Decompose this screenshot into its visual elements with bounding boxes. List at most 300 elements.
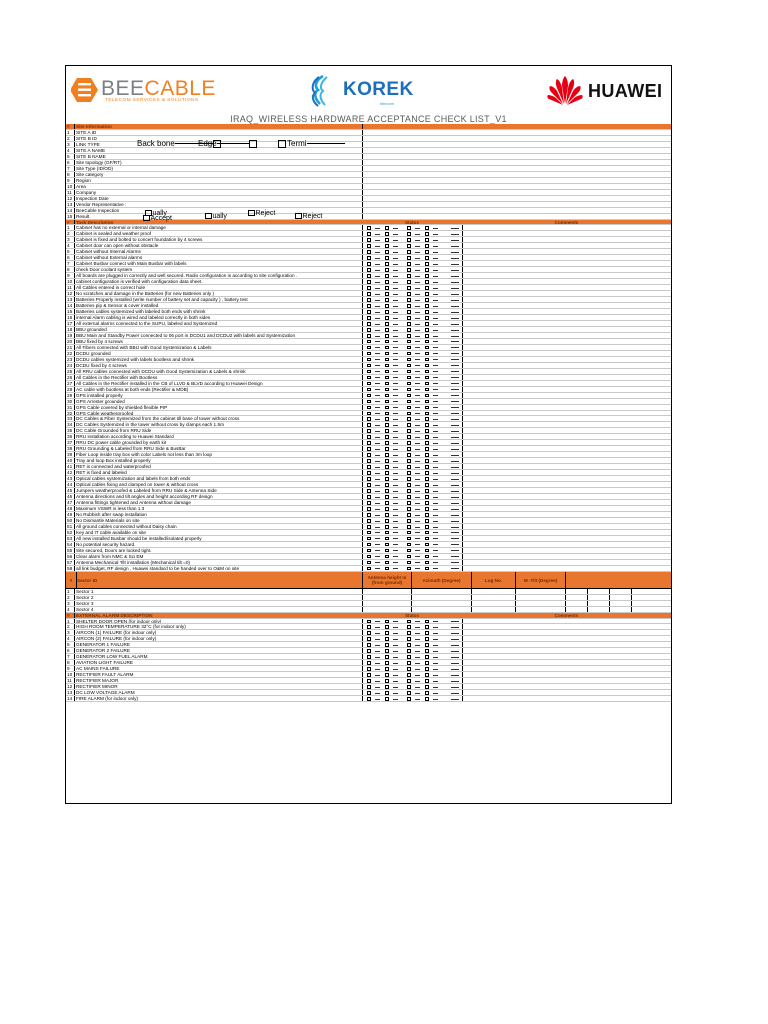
task-comment-cell[interactable] xyxy=(462,399,672,404)
task-comment-cell[interactable] xyxy=(462,303,672,308)
sector-extra-cell-3[interactable] xyxy=(609,601,631,606)
task-status-checkbox-4[interactable] xyxy=(425,382,429,386)
task-status-checkbox-2[interactable] xyxy=(385,567,389,571)
task-status-checkbox-4[interactable] xyxy=(425,238,429,242)
task-comment-cell[interactable] xyxy=(462,291,672,296)
task-status-checkbox-2[interactable] xyxy=(385,489,389,493)
sector-extra-cell-2[interactable] xyxy=(587,589,609,594)
sector-log-no-cell[interactable] xyxy=(471,595,515,600)
task-status-checkbox-2[interactable] xyxy=(385,280,389,284)
task-status-checkbox-4[interactable] xyxy=(425,358,429,362)
alarm-status-checkbox-2[interactable] xyxy=(385,625,389,629)
task-status-checkbox-4[interactable] xyxy=(425,447,429,451)
sector-extra-cell-1[interactable] xyxy=(565,601,587,606)
task-status-checkbox-2[interactable] xyxy=(385,352,389,356)
task-status-checkbox-3[interactable] xyxy=(407,453,411,457)
task-status-checkbox-4[interactable] xyxy=(425,232,429,236)
sector-mtilt-cell[interactable] xyxy=(515,595,565,600)
task-status-checkbox-4[interactable] xyxy=(425,280,429,284)
alarm-status-checkbox-4[interactable] xyxy=(425,667,429,671)
link-type-edge-option[interactable] xyxy=(198,139,258,148)
task-status-checkbox-1[interactable] xyxy=(367,364,371,368)
task-status-checkbox-3[interactable] xyxy=(407,495,411,499)
task-status-checkbox-2[interactable] xyxy=(385,346,389,350)
task-status-checkbox-2[interactable] xyxy=(385,232,389,236)
task-status-checkbox-1[interactable] xyxy=(367,238,371,242)
sector-log-no-cell[interactable] xyxy=(471,589,515,594)
task-status-checkbox-2[interactable] xyxy=(385,250,389,254)
task-status-checkbox-4[interactable] xyxy=(425,489,429,493)
alarm-comment-cell[interactable] xyxy=(462,630,672,635)
task-status-checkbox-3[interactable] xyxy=(407,268,411,272)
site-info-row-value[interactable] xyxy=(362,130,672,135)
result-reject-option-2-checkbox[interactable] xyxy=(295,213,302,220)
task-status-checkbox-3[interactable] xyxy=(407,232,411,236)
task-status-checkbox-4[interactable] xyxy=(425,256,429,260)
task-comment-cell[interactable] xyxy=(462,255,672,260)
link-type-edge-checkbox[interactable] xyxy=(249,140,257,148)
site-info-row-value[interactable] xyxy=(362,208,672,213)
task-status-checkbox-1[interactable] xyxy=(367,459,371,463)
site-info-row-value[interactable] xyxy=(362,160,672,165)
task-comment-cell[interactable] xyxy=(462,345,672,350)
task-status-checkbox-1[interactable] xyxy=(367,328,371,332)
task-status-checkbox-4[interactable] xyxy=(425,435,429,439)
alarm-status-checkbox-2[interactable] xyxy=(385,679,389,683)
task-status-checkbox-2[interactable] xyxy=(385,412,389,416)
task-status-checkbox-4[interactable] xyxy=(425,352,429,356)
task-status-checkbox-3[interactable] xyxy=(407,280,411,284)
alarm-comment-cell[interactable] xyxy=(462,696,672,701)
task-comment-cell[interactable] xyxy=(462,434,672,439)
task-comment-cell[interactable] xyxy=(462,231,672,236)
alarm-status-checkbox-3[interactable] xyxy=(407,691,411,695)
sector-azimuth-cell[interactable] xyxy=(411,607,471,612)
task-status-checkbox-3[interactable] xyxy=(407,328,411,332)
task-status-checkbox-4[interactable] xyxy=(425,406,429,410)
task-status-checkbox-2[interactable] xyxy=(385,519,389,523)
task-status-checkbox-4[interactable] xyxy=(425,555,429,559)
task-status-checkbox-2[interactable] xyxy=(385,304,389,308)
task-status-checkbox-2[interactable] xyxy=(385,340,389,344)
task-comment-cell[interactable] xyxy=(462,506,672,511)
alarm-status-checkbox-1[interactable] xyxy=(367,667,371,671)
task-status-checkbox-1[interactable] xyxy=(367,226,371,230)
task-status-checkbox-3[interactable] xyxy=(407,310,411,314)
alarm-status-checkbox-2[interactable] xyxy=(385,673,389,677)
task-status-checkbox-1[interactable] xyxy=(367,244,371,248)
task-comment-cell[interactable] xyxy=(462,566,672,571)
alarm-status-checkbox-1[interactable] xyxy=(367,679,371,683)
alarm-comment-cell[interactable] xyxy=(462,648,672,653)
alarm-comment-cell[interactable] xyxy=(462,619,672,624)
task-status-checkbox-3[interactable] xyxy=(407,334,411,338)
task-status-checkbox-4[interactable] xyxy=(425,262,429,266)
task-status-checkbox-3[interactable] xyxy=(407,429,411,433)
site-info-row-value[interactable] xyxy=(362,202,672,207)
task-comment-cell[interactable] xyxy=(462,333,672,338)
task-comment-cell[interactable] xyxy=(462,387,672,392)
task-status-checkbox-2[interactable] xyxy=(385,376,389,380)
task-status-checkbox-4[interactable] xyxy=(425,441,429,445)
task-status-checkbox-2[interactable] xyxy=(385,483,389,487)
sector-extra-cell-1[interactable] xyxy=(565,607,587,612)
sector-extra-cell-2[interactable] xyxy=(587,601,609,606)
task-status-checkbox-3[interactable] xyxy=(407,226,411,230)
task-comment-cell[interactable] xyxy=(462,494,672,499)
alarm-status-checkbox-3[interactable] xyxy=(407,620,411,624)
task-comment-cell[interactable] xyxy=(462,542,672,547)
task-status-checkbox-4[interactable] xyxy=(425,274,429,278)
alarm-status-checkbox-2[interactable] xyxy=(385,655,389,659)
task-status-checkbox-1[interactable] xyxy=(367,447,371,451)
task-status-checkbox-2[interactable] xyxy=(385,441,389,445)
alarm-comment-cell[interactable] xyxy=(462,636,672,641)
task-status-checkbox-4[interactable] xyxy=(425,400,429,404)
task-status-checkbox-1[interactable] xyxy=(367,507,371,511)
task-status-checkbox-4[interactable] xyxy=(425,304,429,308)
task-status-checkbox-3[interactable] xyxy=(407,537,411,541)
sector-mtilt-cell[interactable] xyxy=(515,607,565,612)
task-comment-cell[interactable] xyxy=(462,381,672,386)
task-status-checkbox-2[interactable] xyxy=(385,531,389,535)
task-status-checkbox-1[interactable] xyxy=(367,441,371,445)
alarm-comment-cell[interactable] xyxy=(462,660,672,665)
task-comment-cell[interactable] xyxy=(462,315,672,320)
task-status-checkbox-1[interactable] xyxy=(367,382,371,386)
task-status-checkbox-2[interactable] xyxy=(385,423,389,427)
sector-extra-cell-4[interactable] xyxy=(631,595,671,600)
result-reject-option-2[interactable] xyxy=(295,213,322,220)
task-status-checkbox-3[interactable] xyxy=(407,513,411,517)
task-comment-cell[interactable] xyxy=(462,482,672,487)
alarm-comment-cell[interactable] xyxy=(462,666,672,671)
alarm-status-checkbox-1[interactable] xyxy=(367,620,371,624)
task-comment-cell[interactable] xyxy=(462,518,672,523)
task-comment-cell[interactable] xyxy=(462,464,672,469)
sector-azimuth-cell[interactable] xyxy=(411,595,471,600)
task-status-checkbox-3[interactable] xyxy=(407,417,411,421)
task-comment-cell[interactable] xyxy=(462,243,672,248)
task-status-checkbox-1[interactable] xyxy=(367,406,371,410)
task-status-checkbox-1[interactable] xyxy=(367,346,371,350)
task-comment-cell[interactable] xyxy=(462,548,672,553)
task-comment-cell[interactable] xyxy=(462,327,672,332)
task-comment-cell[interactable] xyxy=(462,357,672,362)
task-status-checkbox-1[interactable] xyxy=(367,489,371,493)
site-info-row-value[interactable] xyxy=(362,184,672,189)
alarm-status-checkbox-4[interactable] xyxy=(425,655,429,659)
alarm-status-checkbox-2[interactable] xyxy=(385,661,389,665)
task-status-checkbox-4[interactable] xyxy=(425,495,429,499)
sector-azimuth-cell[interactable] xyxy=(411,589,471,594)
alarm-status-checkbox-1[interactable] xyxy=(367,691,371,695)
site-info-row-value[interactable] xyxy=(362,148,672,153)
task-status-checkbox-2[interactable] xyxy=(385,453,389,457)
task-comment-cell[interactable] xyxy=(462,411,672,416)
task-status-checkbox-2[interactable] xyxy=(385,226,389,230)
sector-antenna-height-cell[interactable] xyxy=(362,589,411,594)
task-status-checkbox-2[interactable] xyxy=(385,256,389,260)
task-status-checkbox-4[interactable] xyxy=(425,417,429,421)
task-status-checkbox-2[interactable] xyxy=(385,495,389,499)
task-status-checkbox-3[interactable] xyxy=(407,519,411,523)
task-comment-cell[interactable] xyxy=(462,416,672,421)
task-comment-cell[interactable] xyxy=(462,452,672,457)
task-status-checkbox-2[interactable] xyxy=(385,435,389,439)
task-status-checkbox-3[interactable] xyxy=(407,352,411,356)
result-ually-option-1[interactable] xyxy=(145,210,167,217)
site-info-row-value[interactable] xyxy=(362,136,672,141)
alarm-status-checkbox-4[interactable] xyxy=(425,620,429,624)
alarm-status-checkbox-4[interactable] xyxy=(425,691,429,695)
task-status-checkbox-3[interactable] xyxy=(407,340,411,344)
task-status-checkbox-4[interactable] xyxy=(425,376,429,380)
task-comment-cell[interactable] xyxy=(462,536,672,541)
task-status-checkbox-1[interactable] xyxy=(367,304,371,308)
site-info-row-value[interactable] xyxy=(362,172,672,177)
alarm-status-checkbox-4[interactable] xyxy=(425,625,429,629)
result-ually-option-2[interactable] xyxy=(205,213,227,220)
alarm-status-checkbox-3[interactable] xyxy=(407,631,411,635)
task-status-checkbox-4[interactable] xyxy=(425,370,429,374)
task-status-checkbox-2[interactable] xyxy=(385,274,389,278)
alarm-status-checkbox-2[interactable] xyxy=(385,649,389,653)
task-status-checkbox-3[interactable] xyxy=(407,507,411,511)
task-status-checkbox-3[interactable] xyxy=(407,244,411,248)
task-comment-cell[interactable] xyxy=(462,560,672,565)
task-status-checkbox-2[interactable] xyxy=(385,262,389,266)
alarm-status-checkbox-4[interactable] xyxy=(425,649,429,653)
alarm-status-checkbox-4[interactable] xyxy=(425,697,429,701)
sector-mtilt-cell[interactable] xyxy=(515,589,565,594)
result-ually-option-1-checkbox[interactable] xyxy=(145,210,152,217)
task-status-checkbox-3[interactable] xyxy=(407,412,411,416)
task-status-checkbox-4[interactable] xyxy=(425,561,429,565)
alarm-status-checkbox-1[interactable] xyxy=(367,697,371,701)
alarm-status-checkbox-2[interactable] xyxy=(385,667,389,671)
task-status-checkbox-3[interactable] xyxy=(407,489,411,493)
task-status-checkbox-1[interactable] xyxy=(367,334,371,338)
task-comment-cell[interactable] xyxy=(462,422,672,427)
task-status-checkbox-3[interactable] xyxy=(407,447,411,451)
task-status-checkbox-1[interactable] xyxy=(367,232,371,236)
task-status-checkbox-1[interactable] xyxy=(367,316,371,320)
task-status-checkbox-1[interactable] xyxy=(367,513,371,517)
task-status-checkbox-4[interactable] xyxy=(425,328,429,332)
task-status-checkbox-1[interactable] xyxy=(367,298,371,302)
task-status-checkbox-1[interactable] xyxy=(367,561,371,565)
task-comment-cell[interactable] xyxy=(462,375,672,380)
task-status-checkbox-4[interactable] xyxy=(425,292,429,296)
task-comment-cell[interactable] xyxy=(462,273,672,278)
task-status-checkbox-1[interactable] xyxy=(367,376,371,380)
task-status-checkbox-1[interactable] xyxy=(367,519,371,523)
task-status-checkbox-2[interactable] xyxy=(385,406,389,410)
alarm-status-checkbox-4[interactable] xyxy=(425,679,429,683)
task-status-checkbox-1[interactable] xyxy=(367,370,371,374)
alarm-status-checkbox-1[interactable] xyxy=(367,655,371,659)
sector-antenna-height-cell[interactable] xyxy=(362,607,411,612)
task-status-checkbox-4[interactable] xyxy=(425,525,429,529)
task-status-checkbox-3[interactable] xyxy=(407,358,411,362)
task-status-checkbox-1[interactable] xyxy=(367,310,371,314)
task-status-checkbox-3[interactable] xyxy=(407,531,411,535)
task-status-checkbox-2[interactable] xyxy=(385,417,389,421)
task-status-checkbox-1[interactable] xyxy=(367,525,371,529)
task-status-checkbox-3[interactable] xyxy=(407,364,411,368)
sector-extra-cell-3[interactable] xyxy=(609,607,631,612)
task-status-checkbox-1[interactable] xyxy=(367,352,371,356)
alarm-status-checkbox-2[interactable] xyxy=(385,691,389,695)
task-status-checkbox-1[interactable] xyxy=(367,388,371,392)
alarm-status-checkbox-2[interactable] xyxy=(385,685,389,689)
alarm-comment-cell[interactable] xyxy=(462,690,672,695)
task-comment-cell[interactable] xyxy=(462,524,672,529)
task-status-checkbox-1[interactable] xyxy=(367,495,371,499)
task-comment-cell[interactable] xyxy=(462,339,672,344)
result-ually-option-2-checkbox[interactable] xyxy=(205,213,212,220)
site-info-row-value[interactable] xyxy=(362,214,672,219)
task-status-checkbox-1[interactable] xyxy=(367,465,371,469)
task-status-checkbox-2[interactable] xyxy=(385,525,389,529)
task-status-checkbox-4[interactable] xyxy=(425,507,429,511)
task-status-checkbox-2[interactable] xyxy=(385,537,389,541)
task-status-checkbox-1[interactable] xyxy=(367,501,371,505)
task-status-checkbox-4[interactable] xyxy=(425,501,429,505)
task-status-checkbox-2[interactable] xyxy=(385,292,389,296)
task-status-checkbox-4[interactable] xyxy=(425,340,429,344)
task-status-checkbox-3[interactable] xyxy=(407,525,411,529)
task-status-checkbox-2[interactable] xyxy=(385,244,389,248)
task-status-checkbox-4[interactable] xyxy=(425,364,429,368)
task-status-checkbox-2[interactable] xyxy=(385,268,389,272)
task-comment-cell[interactable] xyxy=(462,530,672,535)
task-status-checkbox-3[interactable] xyxy=(407,501,411,505)
task-status-checkbox-3[interactable] xyxy=(407,382,411,386)
alarm-status-checkbox-1[interactable] xyxy=(367,685,371,689)
task-comment-cell[interactable] xyxy=(462,237,672,242)
task-status-checkbox-3[interactable] xyxy=(407,376,411,380)
task-status-checkbox-2[interactable] xyxy=(385,382,389,386)
task-status-checkbox-3[interactable] xyxy=(407,567,411,571)
task-status-checkbox-4[interactable] xyxy=(425,429,429,433)
task-comment-cell[interactable] xyxy=(462,351,672,356)
task-status-checkbox-1[interactable] xyxy=(367,400,371,404)
alarm-status-checkbox-2[interactable] xyxy=(385,643,389,647)
site-info-row-value[interactable] xyxy=(362,190,672,195)
sector-extra-cell-4[interactable] xyxy=(631,601,671,606)
task-comment-cell[interactable] xyxy=(462,476,672,481)
task-status-checkbox-3[interactable] xyxy=(407,465,411,469)
sector-mtilt-cell[interactable] xyxy=(515,601,565,606)
sector-log-no-cell[interactable] xyxy=(471,607,515,612)
task-status-checkbox-1[interactable] xyxy=(367,567,371,571)
task-status-checkbox-2[interactable] xyxy=(385,429,389,433)
alarm-status-checkbox-4[interactable] xyxy=(425,673,429,677)
task-status-checkbox-2[interactable] xyxy=(385,316,389,320)
task-status-checkbox-1[interactable] xyxy=(367,417,371,421)
alarm-comment-cell[interactable] xyxy=(462,684,672,689)
alarm-status-checkbox-2[interactable] xyxy=(385,697,389,701)
task-status-checkbox-1[interactable] xyxy=(367,549,371,553)
task-status-checkbox-4[interactable] xyxy=(425,298,429,302)
alarm-status-checkbox-3[interactable] xyxy=(407,685,411,689)
task-status-checkbox-2[interactable] xyxy=(385,286,389,290)
task-status-checkbox-3[interactable] xyxy=(407,274,411,278)
task-status-checkbox-1[interactable] xyxy=(367,477,371,481)
link-type-termi-option[interactable] xyxy=(278,139,345,148)
task-comment-cell[interactable] xyxy=(462,488,672,493)
task-status-checkbox-2[interactable] xyxy=(385,388,389,392)
alarm-status-checkbox-1[interactable] xyxy=(367,625,371,629)
site-info-row-value[interactable] xyxy=(362,142,672,147)
site-info-row-value[interactable] xyxy=(362,154,672,159)
task-status-checkbox-4[interactable] xyxy=(425,471,429,475)
task-status-checkbox-3[interactable] xyxy=(407,316,411,320)
alarm-comment-cell[interactable] xyxy=(462,642,672,647)
task-status-checkbox-4[interactable] xyxy=(425,531,429,535)
sector-extra-cell-2[interactable] xyxy=(587,595,609,600)
task-comment-cell[interactable] xyxy=(462,285,672,290)
task-status-checkbox-4[interactable] xyxy=(425,543,429,547)
task-status-checkbox-3[interactable] xyxy=(407,561,411,565)
alarm-status-checkbox-3[interactable] xyxy=(407,679,411,683)
task-status-checkbox-2[interactable] xyxy=(385,549,389,553)
result-reject-option-1-checkbox[interactable] xyxy=(248,210,255,217)
task-comment-cell[interactable] xyxy=(462,261,672,266)
alarm-status-checkbox-3[interactable] xyxy=(407,655,411,659)
task-comment-cell[interactable] xyxy=(462,512,672,517)
task-status-checkbox-3[interactable] xyxy=(407,322,411,326)
sector-extra-cell-4[interactable] xyxy=(631,607,671,612)
task-status-checkbox-2[interactable] xyxy=(385,358,389,362)
task-status-checkbox-4[interactable] xyxy=(425,549,429,553)
task-status-checkbox-1[interactable] xyxy=(367,537,371,541)
task-status-checkbox-3[interactable] xyxy=(407,250,411,254)
task-status-checkbox-2[interactable] xyxy=(385,370,389,374)
task-status-checkbox-3[interactable] xyxy=(407,262,411,266)
task-status-checkbox-3[interactable] xyxy=(407,304,411,308)
sector-antenna-height-cell[interactable] xyxy=(362,595,411,600)
task-comment-cell[interactable] xyxy=(462,440,672,445)
alarm-status-checkbox-1[interactable] xyxy=(367,637,371,641)
task-status-checkbox-3[interactable] xyxy=(407,435,411,439)
task-status-checkbox-4[interactable] xyxy=(425,537,429,541)
task-status-checkbox-4[interactable] xyxy=(425,244,429,248)
alarm-status-checkbox-4[interactable] xyxy=(425,631,429,635)
task-status-checkbox-1[interactable] xyxy=(367,358,371,362)
task-status-checkbox-3[interactable] xyxy=(407,298,411,302)
task-status-checkbox-3[interactable] xyxy=(407,346,411,350)
task-status-checkbox-2[interactable] xyxy=(385,501,389,505)
task-status-checkbox-3[interactable] xyxy=(407,238,411,242)
sector-extra-cell-4[interactable] xyxy=(631,589,671,594)
task-status-checkbox-3[interactable] xyxy=(407,400,411,404)
task-status-checkbox-3[interactable] xyxy=(407,471,411,475)
alarm-status-checkbox-1[interactable] xyxy=(367,649,371,653)
task-status-checkbox-2[interactable] xyxy=(385,298,389,302)
task-status-checkbox-3[interactable] xyxy=(407,406,411,410)
task-status-checkbox-3[interactable] xyxy=(407,543,411,547)
alarm-comment-cell[interactable] xyxy=(462,624,672,629)
task-comment-cell[interactable] xyxy=(462,297,672,302)
task-status-checkbox-1[interactable] xyxy=(367,453,371,457)
task-comment-cell[interactable] xyxy=(462,405,672,410)
task-status-checkbox-1[interactable] xyxy=(367,543,371,547)
alarm-status-checkbox-3[interactable] xyxy=(407,667,411,671)
task-status-checkbox-1[interactable] xyxy=(367,256,371,260)
